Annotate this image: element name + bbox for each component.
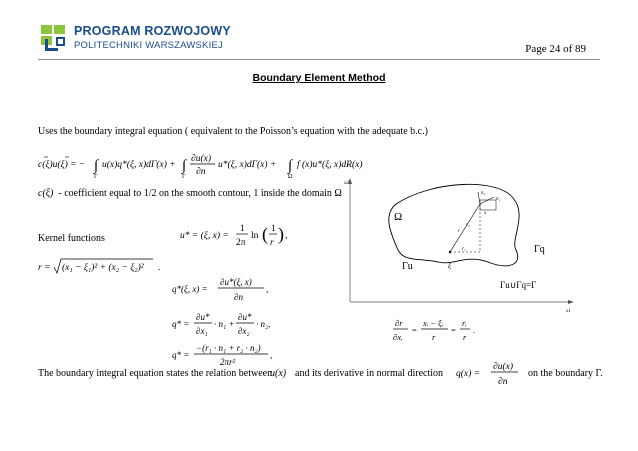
svg-text:=: =	[412, 325, 417, 335]
svg-text:r: r	[463, 332, 467, 342]
svg-text:Ω: Ω	[288, 174, 293, 180]
svg-text:∂r: ∂r	[395, 318, 403, 328]
svg-text:q*(ξ, x) =: q*(ξ, x) =	[172, 284, 208, 294]
svg-text:u(x)q*(ξ, x)dΓ(x) +: u(x)q*(ξ, x)dΓ(x) +	[102, 160, 176, 170]
svg-text:q(x) =: q(x) =	[456, 369, 481, 379]
svg-text:(x₁ − ξ₁)² + (x₂ − ξ₂)²: (x₁ − ξ₁)² + (x₂ − ξ₂)²	[62, 263, 144, 273]
coef-symbol: c(ξ)	[38, 188, 54, 199]
kernel-label: Kernel functions	[38, 233, 105, 244]
page-title-text: Boundary Element Method	[252, 72, 386, 84]
xi-label: ξ	[448, 262, 451, 270]
svg-text:r: r	[432, 332, 436, 342]
svg-text:1: 1	[240, 224, 245, 234]
svg-text:n₂: n₂	[481, 191, 486, 196]
svg-text:2πr²: 2πr²	[220, 357, 236, 367]
logo-title: PROGRAM ROZWOJOWY	[74, 24, 231, 38]
svg-text:,: ,	[270, 350, 273, 360]
dr-dx-formula	[392, 316, 492, 351]
svg-text:∫: ∫	[182, 158, 187, 174]
conclusion-part-a: The boundary integral equation states the relation between	[38, 368, 273, 379]
svg-text:f (x)u*(ξ, x)dR(x): f (x)u*(ξ, x)dR(x)	[297, 160, 363, 170]
logo-mark	[40, 24, 68, 56]
svg-text:=: =	[451, 325, 456, 335]
svg-text:.: .	[473, 325, 476, 335]
omega-label: Ω	[394, 211, 403, 223]
svg-text:1: 1	[271, 224, 276, 234]
svg-text:rᵢ: rᵢ	[462, 318, 467, 328]
svg-text:∂u(x): ∂u(x)	[493, 362, 513, 372]
svg-text:∂u*(ξ, x): ∂u*(ξ, x)	[220, 277, 252, 287]
main-equation	[38, 150, 368, 180]
svg-text:−(r₁ · n₁ + r₂ · n₂): −(r₁ · n₁ + r₂ · n₂)	[196, 343, 261, 353]
svg-text:· n₂,: · n₂,	[256, 319, 271, 329]
svg-text:∫: ∫	[94, 158, 99, 174]
svg-text:): )	[278, 224, 284, 244]
conclusion-part-b: and its derivative in normal direction	[295, 368, 444, 379]
gamma-u-label: Γu	[402, 261, 413, 272]
svg-text:Γ: Γ	[94, 174, 98, 180]
svg-text:n₁: n₁	[496, 197, 501, 202]
gamma-q-label: Γq	[534, 244, 545, 255]
svg-text:u*(ξ, x)dΓ(x) +: u*(ξ, x)dΓ(x) +	[218, 160, 277, 170]
svg-text:ln: ln	[251, 231, 259, 241]
domain-figure	[338, 170, 578, 325]
svg-text:∫: ∫	[288, 158, 293, 174]
svg-text:,: ,	[266, 284, 269, 294]
svg-text:∂u(x): ∂u(x)	[191, 154, 211, 164]
svg-text:xᵢ − ξᵢ: xᵢ − ξᵢ	[423, 318, 444, 328]
coef-note: - coefficient equal to 1/2 on the smooth contour, 1 inside the domain Ω	[58, 188, 342, 199]
svg-text:x: x	[484, 211, 487, 216]
svg-text:∂x₁: ∂x₁	[196, 326, 208, 336]
svg-text:r: r	[458, 229, 460, 234]
coef-line	[38, 188, 342, 199]
svg-text:u* = (ξ, x) =: u* = (ξ, x) =	[180, 231, 229, 241]
x1-axis-label: x1	[566, 309, 571, 314]
svg-text:∂xᵢ: ∂xᵢ	[393, 332, 403, 342]
x2-axis-label: x2	[344, 181, 349, 186]
svg-text:∂n: ∂n	[498, 377, 508, 387]
svg-text:· n₁ +: · n₁ +	[214, 319, 235, 329]
conclusion-u-symbol: u(x)	[270, 368, 287, 379]
gamma-union-label: Γu∪Γq=Γ	[500, 280, 537, 290]
svg-text:Γ: Γ	[182, 174, 186, 180]
svg-text:r: r	[270, 238, 274, 248]
kernel-u-star	[180, 220, 300, 259]
svg-text:q* =: q* =	[172, 319, 190, 329]
conclusion-q-formula	[456, 360, 524, 391]
svg-text:∂u*: ∂u*	[196, 312, 210, 322]
svg-text:q* =: q* =	[172, 350, 190, 360]
kernel-q-star	[172, 276, 282, 381]
svg-text:∂n: ∂n	[234, 292, 243, 302]
header-divider	[38, 59, 600, 60]
svg-text:∂u*: ∂u*	[238, 312, 252, 322]
svg-text:c(ξ)u(ξ) = −: c(ξ)u(ξ) = −	[38, 160, 86, 170]
svg-text:r₂: r₂	[466, 223, 470, 228]
svg-text:∂x₂: ∂x₂	[238, 326, 250, 336]
svg-text:r₁: r₁	[462, 247, 466, 252]
svg-text:r =: r =	[38, 263, 51, 273]
logo-subtitle: POLITECHNIKI WARSZAWSKIEJ	[74, 40, 223, 51]
svg-text:,: ,	[285, 231, 288, 241]
page-title	[0, 72, 638, 84]
svg-text:2π: 2π	[236, 238, 246, 248]
page-number: Page 24 of 89	[525, 43, 586, 55]
svg-text:.: .	[158, 263, 161, 273]
r-definition	[38, 256, 178, 283]
conclusion-part-c: on the boundary Γ.	[528, 368, 603, 379]
svg-text:(: (	[262, 224, 268, 244]
intro-text: Uses the boundary integral equation ( equivalent to the Poisson’s equation with the adequate b.c.)	[38, 126, 428, 137]
svg-text:∂n: ∂n	[196, 167, 206, 177]
